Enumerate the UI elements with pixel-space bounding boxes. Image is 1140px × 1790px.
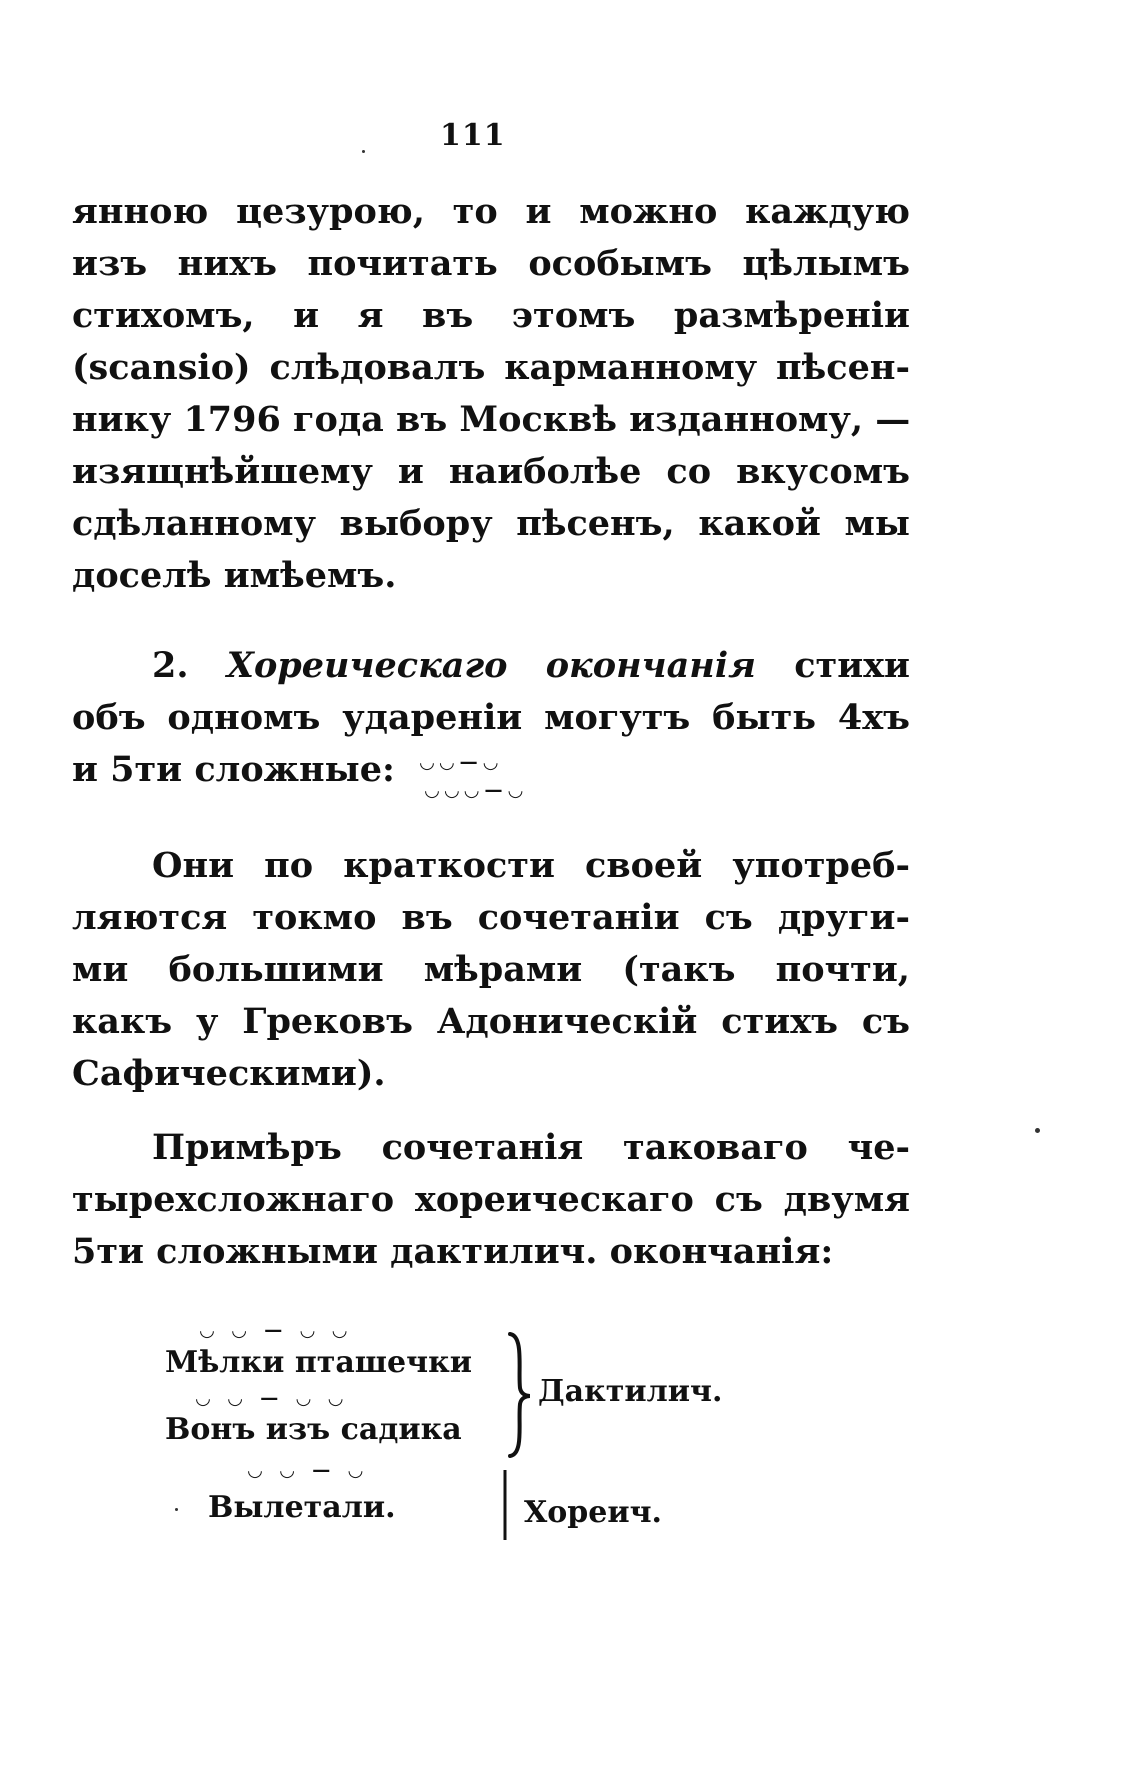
poem-line-3: Вылетали. [208, 1490, 396, 1525]
text-line: тырехсложнаго хореическаго съ двумя [72, 1179, 910, 1220]
text-line: Сафическими). [72, 1053, 386, 1094]
curly-brace-icon [504, 1330, 534, 1460]
paragraph-number: 2. [152, 645, 189, 686]
label-dactylic: Дактилич. [538, 1374, 723, 1409]
text-line: какъ у Грековъ Адоническій стихъ съ [72, 1001, 910, 1042]
text-line: нику 1796 года въ Москвѣ изданному, — [72, 399, 911, 440]
text-line: янною цезурою, то и можно каждую [72, 191, 910, 232]
scan-speck [175, 1508, 178, 1511]
text-line: доселѣ имѣемъ. [72, 555, 397, 596]
meter-pattern-5: ◡◡◡—◡ [425, 780, 529, 801]
text-line: объ одномъ удареніи могутъ быть 4хъ [72, 697, 910, 738]
text-line: Они по краткости своей употреб- [152, 845, 910, 886]
paragraph-3 [72, 840, 910, 1100]
text-line: изящнѣйшему и наиболѣе со вкусомъ [72, 451, 910, 492]
poem-meter-3: ◡ ◡ — ◡ [248, 1460, 369, 1481]
text-fragment: стихи [794, 645, 911, 686]
poem-meter-1: ◡ ◡ — ◡ ◡ [200, 1320, 353, 1341]
text-line: (scansio) слѣдовалъ карманному пѣсен- [72, 347, 910, 388]
text-line: стихомъ, и я въ этомъ размѣреніи [72, 295, 910, 336]
poem-line-1: Мѣлки пташечки [165, 1345, 473, 1380]
label-choreic: Хореич. [524, 1495, 663, 1530]
scan-speck [362, 150, 365, 153]
text-line: и 5ти сложные: [72, 749, 395, 790]
poem-line-2: Вонъ изъ садика [165, 1412, 462, 1447]
poem-meter-2: ◡ ◡ — ◡ ◡ [196, 1388, 349, 1409]
text-line: ми большими мѣрами (такъ почти, [72, 949, 910, 990]
text-line: 5ти сложными дактилич. окончанія: [72, 1231, 834, 1272]
text-line: Примѣръ сочетанія таковаго че- [152, 1127, 910, 1168]
text-line: ляются токмо въ сочетаніи съ други- [72, 897, 910, 938]
italic-term: Хореическаго окончанія [226, 645, 756, 686]
paragraph-1 [72, 186, 910, 602]
meter-pattern-4: ◡◡—◡ [420, 752, 504, 773]
text-line: сдѣланному выбору пѣсенъ, какой мы [72, 503, 910, 544]
vertical-bar-icon [498, 1468, 512, 1542]
paragraph-4 [72, 1122, 910, 1278]
text-line [72, 640, 910, 692]
text-line: изъ нихъ почитать особымъ цѣлымъ [72, 243, 910, 284]
scan-speck [1035, 1128, 1040, 1133]
page-number: 111 [440, 118, 506, 153]
